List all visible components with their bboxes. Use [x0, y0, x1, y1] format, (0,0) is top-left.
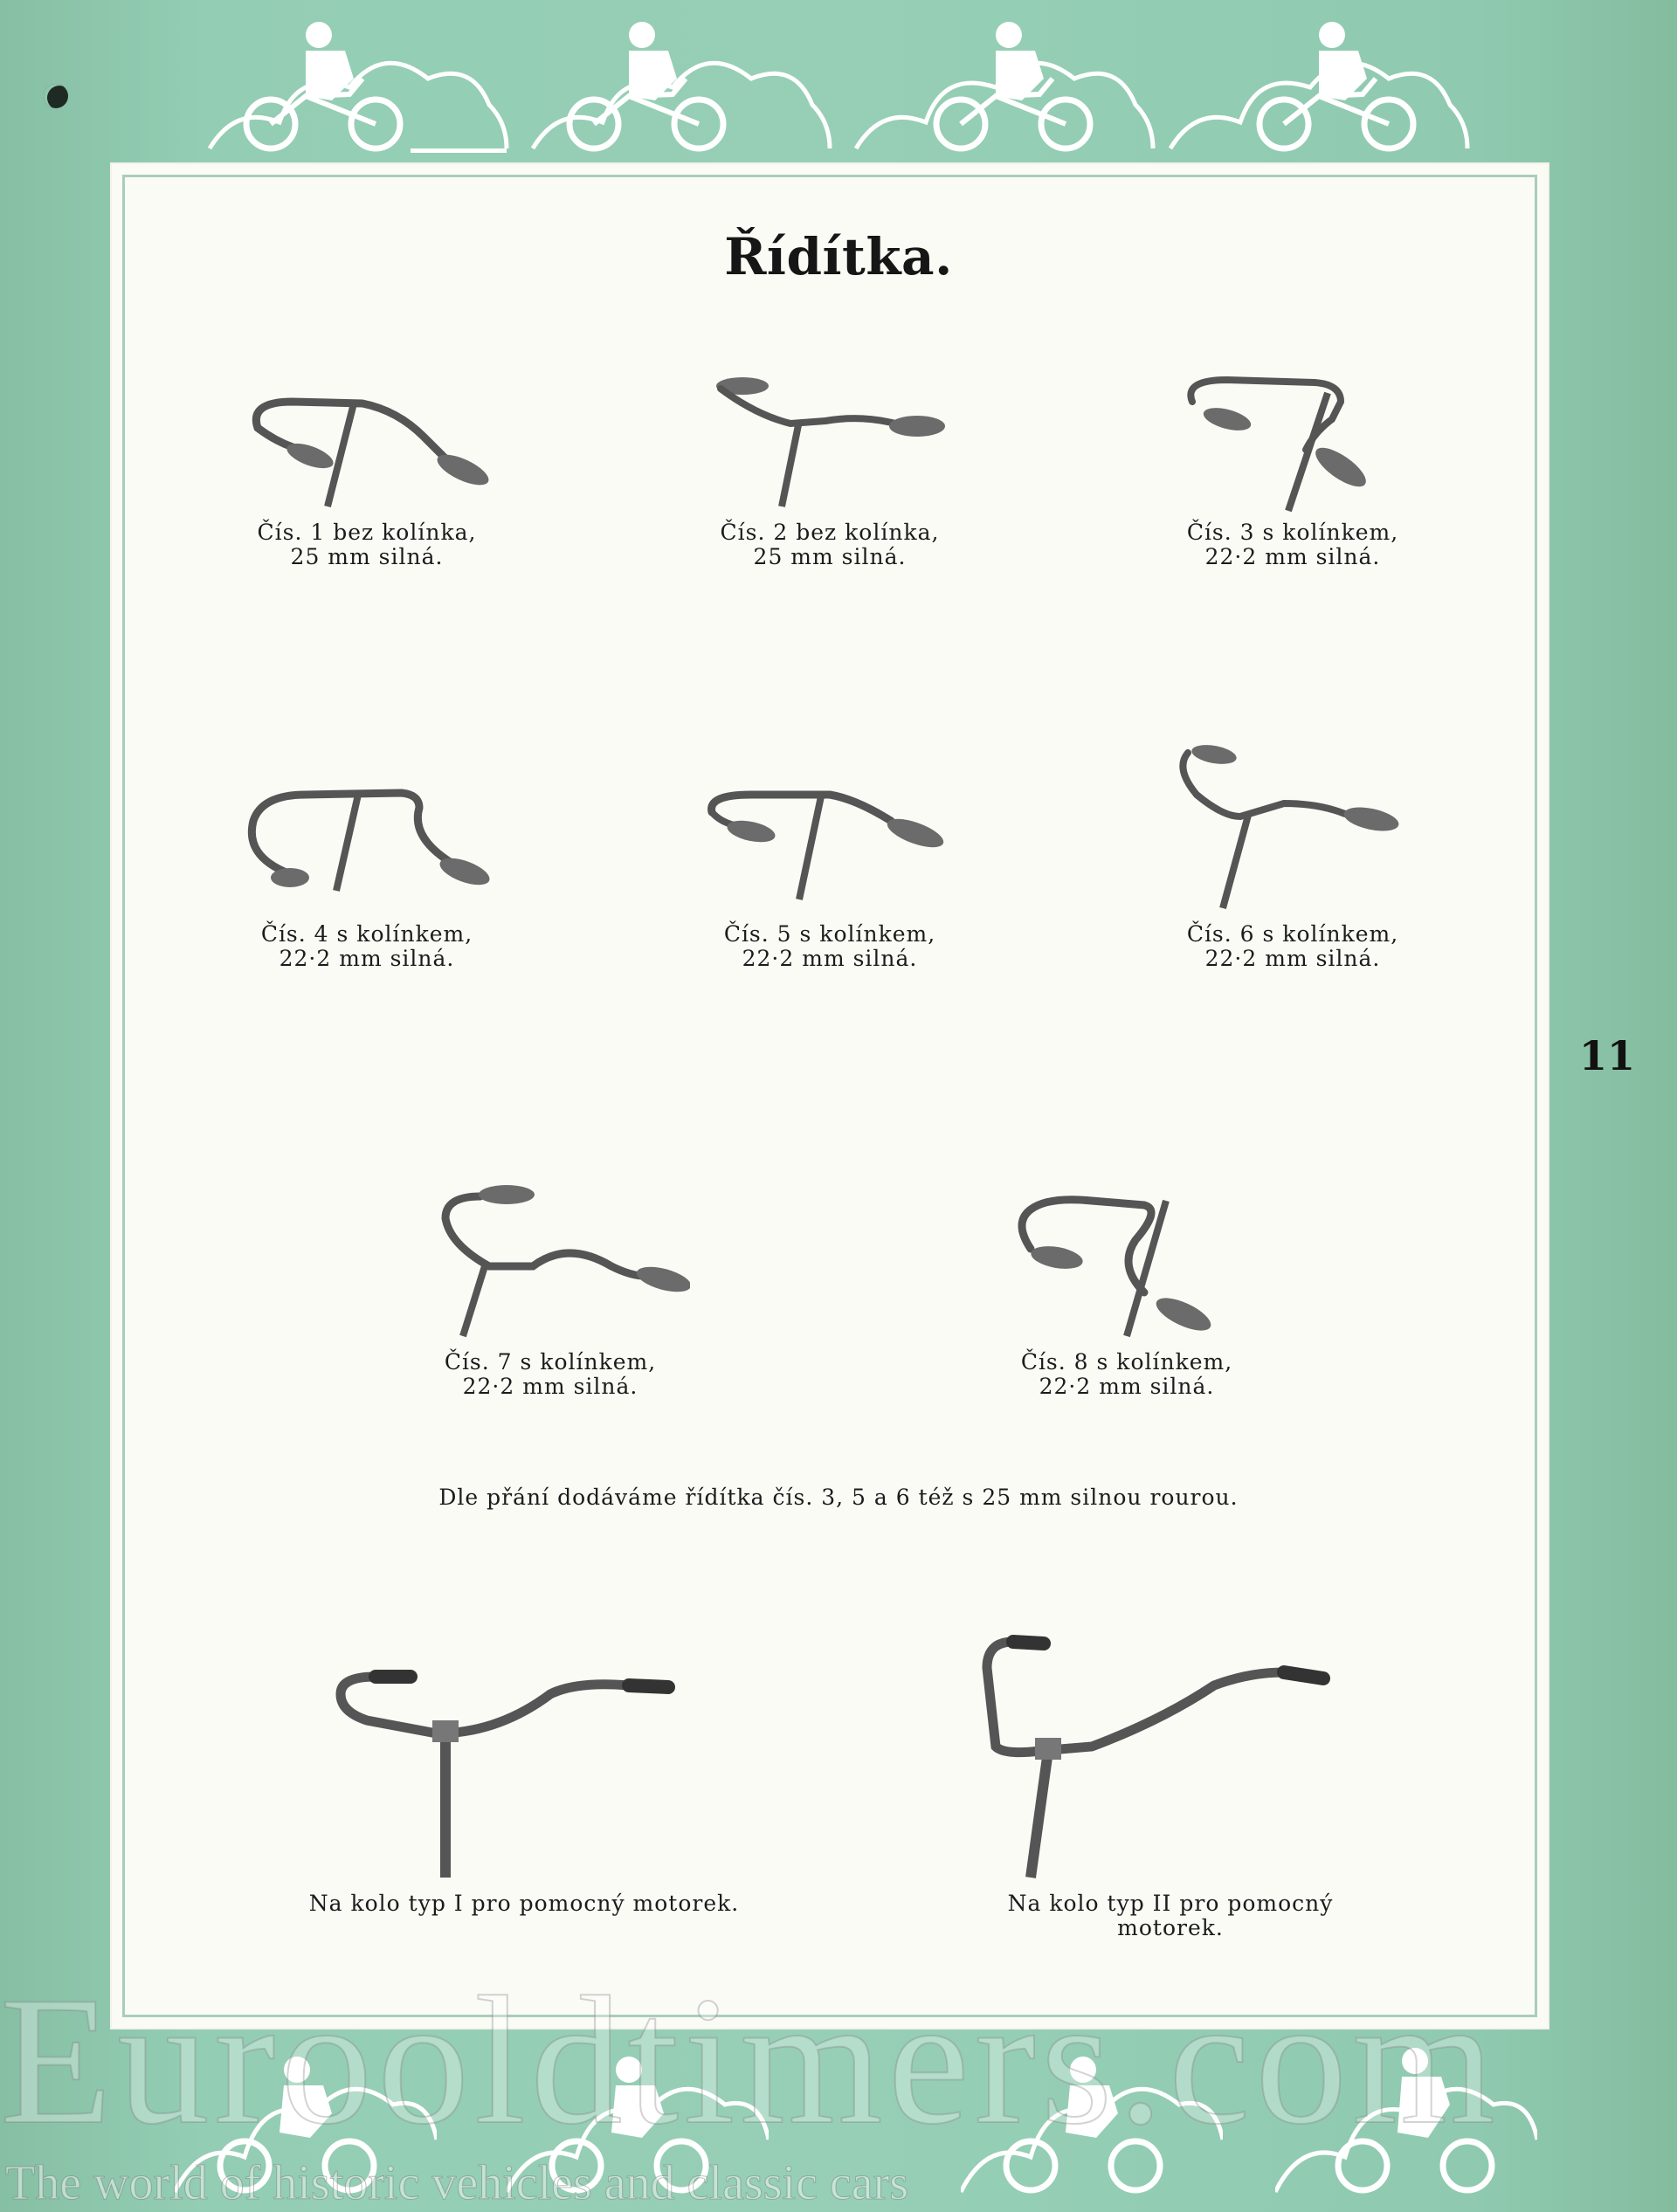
- cyclist-icon: [847, 17, 1162, 157]
- item-5-line-2: 22·2 mm silná.: [742, 946, 918, 971]
- handlebar-item-motor-2: [961, 1624, 1380, 1940]
- cyclist-icon: [201, 17, 515, 157]
- item-7-line-2: 22·2 mm silná.: [462, 1374, 638, 1399]
- item-2-line-2: 25 mm silná.: [753, 544, 907, 569]
- supply-note: Dle přání dodáváme řídítka čís. 3, 5 a 6 též s 25 mm silnou rourou.: [438, 1485, 1239, 1510]
- handlebar-motor-1-icon: [306, 1659, 742, 1886]
- item-5-line-1: Čís. 5 s kolínkem,: [723, 921, 936, 947]
- item-motor-2-caption: Na kolo typ II pro pomocný motorek.: [1007, 1891, 1334, 1940]
- handlebar-item-4: [236, 768, 498, 971]
- cyclist-icon: [524, 17, 838, 157]
- item-3-line-1: Čís. 3 s kolínkem,: [1186, 520, 1399, 545]
- handlebar-2-icon: [703, 367, 956, 515]
- handlebar-item-2: [699, 367, 961, 569]
- handlebar-6-icon: [1162, 734, 1424, 917]
- item-8-line-1: Čís. 8 s kolínkem,: [1020, 1349, 1233, 1375]
- handlebar-item-1: [236, 367, 498, 569]
- handlebar-4-icon: [236, 768, 498, 917]
- item-motor-1-caption: Na kolo typ I pro pomocný motorek.: [308, 1891, 740, 1916]
- handlebar-3-icon: [1166, 367, 1419, 515]
- handlebar-8-icon: [996, 1170, 1258, 1345]
- handlebar-item-7: [402, 1170, 699, 1399]
- page-title: Řídítka.: [724, 227, 953, 286]
- item-7-line-1: Čís. 7 s kolínkem,: [444, 1349, 657, 1375]
- handlebar-1-icon: [240, 367, 493, 515]
- handlebar-motor-2-icon: [970, 1624, 1371, 1886]
- page-number: 11: [1579, 1032, 1636, 1079]
- handlebar-item-motor-1: [297, 1659, 751, 1916]
- handlebar-5-icon: [699, 768, 961, 917]
- item-1-line-2: 25 mm silná.: [290, 544, 444, 569]
- item-4-line-2: 22·2 mm silná.: [279, 946, 455, 971]
- item-6-line-2: 22·2 mm silná.: [1204, 946, 1381, 971]
- watermark-logo: Eurooldtimers.com: [0, 1960, 1501, 2162]
- item-4-line-1: Čís. 4 s kolínkem,: [260, 921, 473, 947]
- handlebar-item-8: [987, 1170, 1266, 1399]
- item-1-line-1: Čís. 1 bez kolínka,: [257, 520, 477, 545]
- cyclist-icon: [1162, 17, 1476, 157]
- item-6-line-1: Čís. 6 s kolínkem,: [1186, 921, 1399, 947]
- handlebar-item-3: [1162, 367, 1424, 569]
- item-2-line-1: Čís. 2 bez kolínka,: [720, 520, 940, 545]
- handlebar-item-6: [1162, 734, 1424, 971]
- item-3-line-2: 22·2 mm silná.: [1204, 544, 1381, 569]
- item-8-line-2: 22·2 mm silná.: [1039, 1374, 1215, 1399]
- watermark-tagline: The world of historic vehicles and classic cars: [5, 2156, 909, 2210]
- top-cyclist-border: [0, 0, 1677, 157]
- handlebar-item-5: [699, 768, 961, 971]
- handlebar-7-icon: [411, 1170, 690, 1345]
